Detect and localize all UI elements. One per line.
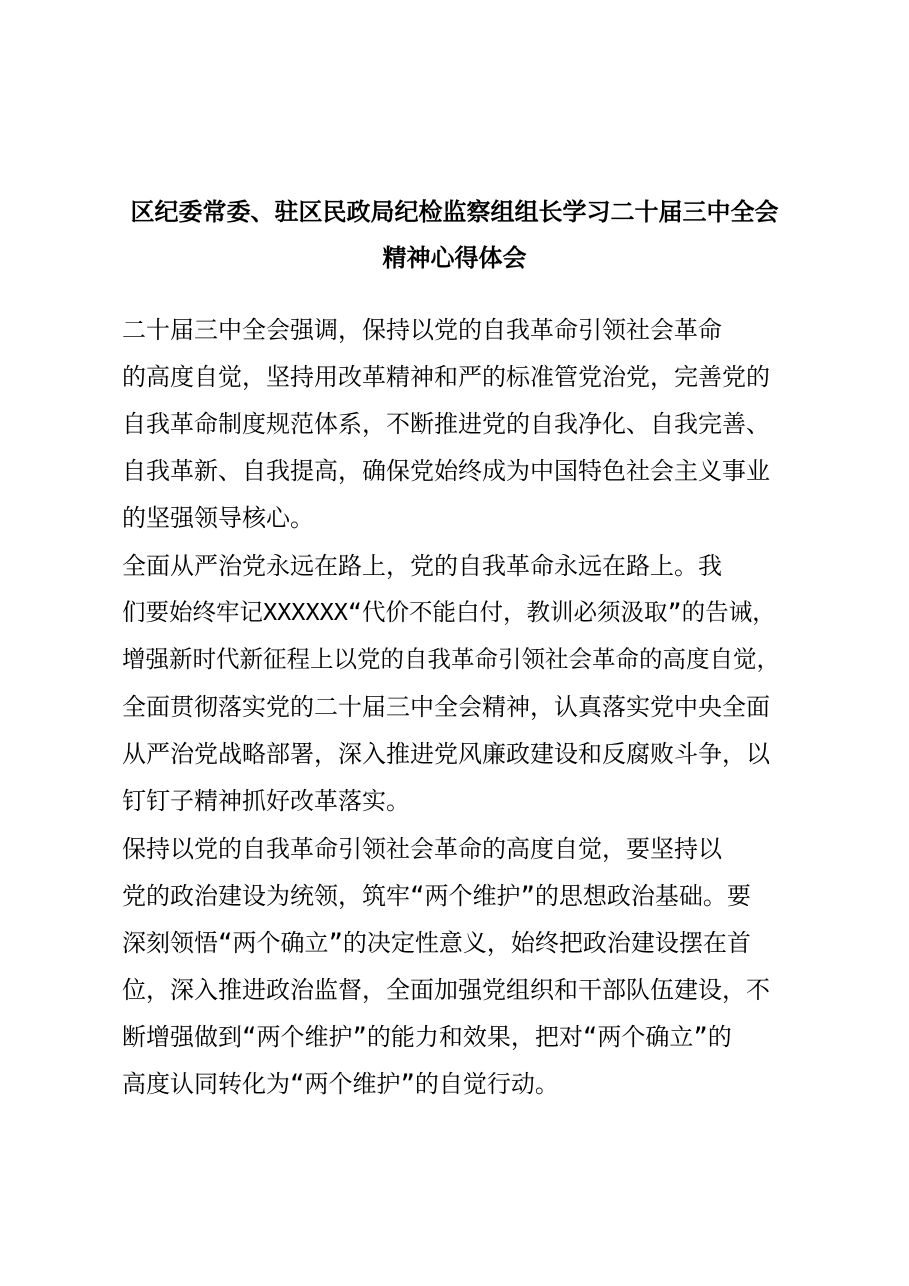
paragraph-1-line-2: 的高度自觉，坚持用改革精神和严的标准管党治党，完善党的 bbox=[122, 363, 770, 391]
paragraph-1-line-1: 二十届三中全会强调，保持以党的自我革命引领社会革命 bbox=[122, 316, 722, 344]
paragraph-2-line-6: 钉钉子精神抓好改革落实。 bbox=[122, 787, 410, 815]
paragraph-3-line-4: 位，深入推进政治监督，全面加强党组织和干部队伍建设，不 bbox=[122, 976, 770, 1004]
paragraph-2-line-2: 们要始终牢记XXXXXX“代价不能白付，教训必须汲取”的告诫， bbox=[122, 598, 776, 626]
paragraph-3-line-5: 断增强做到“两个维护”的能力和效果，把对“两个确立”的 bbox=[122, 1023, 732, 1051]
paragraph-3-line-6: 高度认同转化为“两个维护”的自觉行动。 bbox=[122, 1070, 559, 1098]
paragraph-1-line-5: 的坚强领导核心。 bbox=[122, 504, 314, 532]
paragraph-1-line-3: 自我革命制度规范体系，不断推进党的自我净化、自我完善、 bbox=[122, 410, 770, 438]
document-title-line-1: 区纪委常委、驻区民政局纪检监察组组长学习二十届三中全会 bbox=[130, 197, 779, 226]
paragraph-1-line-4: 自我革新、自我提高，确保党始终成为中国特色社会主义事业 bbox=[122, 457, 770, 485]
paragraph-2-line-1: 全面从严治党永远在路上，党的自我革命永远在路上。我 bbox=[122, 552, 722, 580]
paragraph-3-line-3: 深刻领悟“两个确立”的决定性意义，始终把政治建设摆在首 bbox=[122, 929, 751, 957]
paragraph-2-line-4: 全面贯彻落实党的二十届三中全会精神，认真落实党中央全面 bbox=[122, 693, 770, 721]
document-title-line-2: 精神心得体会 bbox=[382, 243, 527, 272]
paragraph-3-line-2: 党的政治建设为统领，筑牢“两个维护”的思想政治基础。要 bbox=[122, 882, 751, 910]
paragraph-3-line-1: 保持以党的自我革命引领社会革命的高度自觉，要坚持以 bbox=[122, 835, 722, 863]
paragraph-2-line-5: 从严治党战略部署，深入推进党风廉政建设和反腐败斗争，以 bbox=[122, 740, 770, 768]
paragraph-2-line-3: 增强新时代新征程上以党的自我革命引领社会革命的高度自觉， bbox=[122, 645, 780, 673]
